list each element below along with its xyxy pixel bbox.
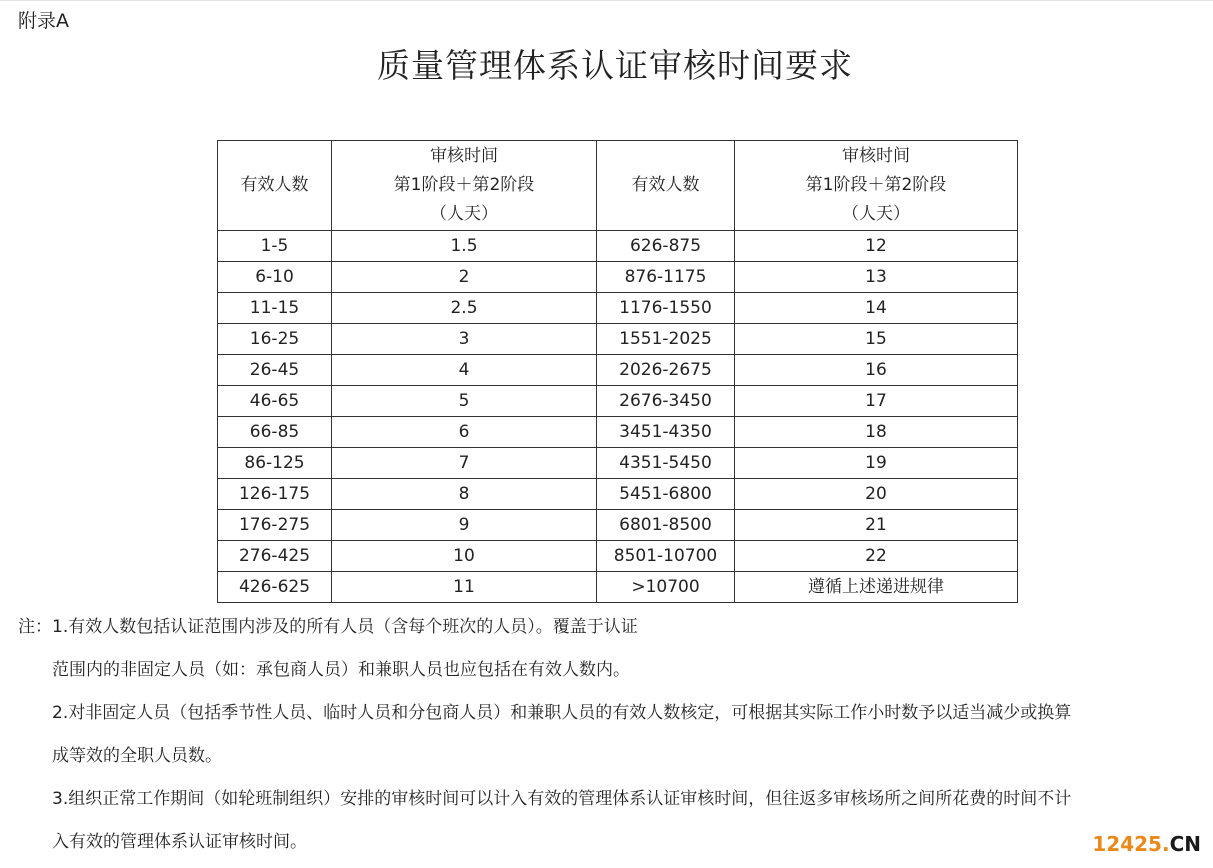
- cell-staff-right: 2676-3450: [597, 386, 735, 417]
- note-line: 注：1.有效人数包括认证范围内涉及的所有人员（含每个班次的人员）。覆盖于认证: [18, 617, 638, 637]
- note-line: 2.对非固定人员（包括季节性人员、临时人员和分包商人员）和兼职人员的有效人数核定，可根据其实际工作小时数予以适当减少或换算: [52, 703, 1072, 723]
- cell-days-right: 22: [735, 541, 1018, 572]
- note-line: 范围内的非固定人员（如：承包商人员）和兼职人员也应包括在有效人数内。: [52, 660, 630, 680]
- table-row: [218, 355, 1018, 386]
- cell-staff-left: 16-25: [218, 324, 332, 355]
- table-row: [218, 231, 1018, 262]
- cell-staff-right: 6801-8500: [597, 510, 735, 541]
- cell-staff-left: 426-625: [218, 572, 332, 603]
- audit-time-table: [217, 140, 1018, 603]
- header-line: 审核时间: [842, 146, 910, 166]
- table-row: [218, 417, 1018, 448]
- table-row: [218, 572, 1018, 603]
- table-row: [218, 262, 1018, 293]
- cell-days-right: 15: [735, 324, 1018, 355]
- cell-staff-right: 2026-2675: [597, 355, 735, 386]
- page-title: 质量管理体系认证审核时间要求: [377, 46, 853, 85]
- site-watermark: [1092, 832, 1201, 856]
- cell-days-right: 14: [735, 293, 1018, 324]
- cell-days-left: 3: [332, 324, 597, 355]
- cell-staff-left: 1-5: [218, 231, 332, 262]
- table-body: [218, 231, 1018, 603]
- cell-days-left: 8: [332, 479, 597, 510]
- cell-days-right: 20: [735, 479, 1018, 510]
- cell-days-left: 4: [332, 355, 597, 386]
- cell-staff-right: >10700: [597, 572, 735, 603]
- cell-staff-right: 8501-10700: [597, 541, 735, 572]
- table-row: [218, 448, 1018, 479]
- header-line: （人天）: [842, 204, 910, 224]
- watermark-number: 12425: [1092, 832, 1162, 856]
- header-effective-staff-right: 有效人数: [597, 141, 735, 231]
- header-line: 第1阶段＋第2阶段: [805, 175, 947, 195]
- cell-days-right: 19: [735, 448, 1018, 479]
- cell-days-right: 21: [735, 510, 1018, 541]
- cell-staff-left: 126-175: [218, 479, 332, 510]
- note-line: 3.组织正常工作期间（如轮班制组织）安排的审核时间可以计入有效的管理体系认证审核时间，但往返多审核场所之间所花费的时间不计: [52, 789, 1072, 809]
- table-row: [218, 324, 1018, 355]
- table-row: [218, 293, 1018, 324]
- header-audit-time-left: [332, 141, 597, 231]
- cell-staff-left: 46-65: [218, 386, 332, 417]
- watermark-suffix: CN: [1169, 832, 1201, 856]
- cell-staff-left: 86-125: [218, 448, 332, 479]
- cell-days-left: 6: [332, 417, 597, 448]
- header-effective-staff-left: 有效人数: [218, 141, 332, 231]
- cell-days-left: 11: [332, 572, 597, 603]
- cell-days-left: 7: [332, 448, 597, 479]
- header-audit-time-right: [735, 141, 1018, 231]
- note-line: 入有效的管理体系认证审核时间。: [52, 832, 307, 852]
- cell-staff-left: 6-10: [218, 262, 332, 293]
- cell-staff-right: 876-1175: [597, 262, 735, 293]
- header-line: 审核时间: [430, 146, 498, 166]
- cell-staff-left: 26-45: [218, 355, 332, 386]
- cell-days-right: 17: [735, 386, 1018, 417]
- cell-days-right: 12: [735, 231, 1018, 262]
- cell-staff-right: 3451-4350: [597, 417, 735, 448]
- cell-days-left: 5: [332, 386, 597, 417]
- appendix-label: 附录A: [18, 10, 69, 32]
- cell-days-left: 10: [332, 541, 597, 572]
- cell-days-right: 遵循上述递进规律: [735, 572, 1018, 603]
- cell-staff-left: 276-425: [218, 541, 332, 572]
- cell-staff-left: 66-85: [218, 417, 332, 448]
- cell-staff-right: 1176-1550: [597, 293, 735, 324]
- cell-staff-right: 4351-5450: [597, 448, 735, 479]
- table-row: [218, 386, 1018, 417]
- cell-days-left: 1.5: [332, 231, 597, 262]
- cell-staff-left: 176-275: [218, 510, 332, 541]
- cell-staff-right: 5451-6800: [597, 479, 735, 510]
- cell-days-left: 2.5: [332, 293, 597, 324]
- table-header-row: [218, 141, 1018, 231]
- table-row: [218, 479, 1018, 510]
- header-line: （人天）: [430, 204, 498, 224]
- header-line: 第1阶段＋第2阶段: [393, 175, 535, 195]
- cell-staff-left: 11-15: [218, 293, 332, 324]
- cell-staff-right: 626-875: [597, 231, 735, 262]
- table-row: [218, 541, 1018, 572]
- cell-days-right: 18: [735, 417, 1018, 448]
- watermark-dot: .: [1161, 832, 1170, 856]
- cell-staff-right: 1551-2025: [597, 324, 735, 355]
- cell-days-right: 13: [735, 262, 1018, 293]
- cell-days-left: 9: [332, 510, 597, 541]
- notes-section: [18, 610, 1208, 868]
- cell-days-right: 16: [735, 355, 1018, 386]
- cell-days-left: 2: [332, 262, 597, 293]
- top-divider: [0, 0, 1213, 1]
- note-line: 成等效的全职人员数。: [52, 746, 222, 766]
- table-row: [218, 510, 1018, 541]
